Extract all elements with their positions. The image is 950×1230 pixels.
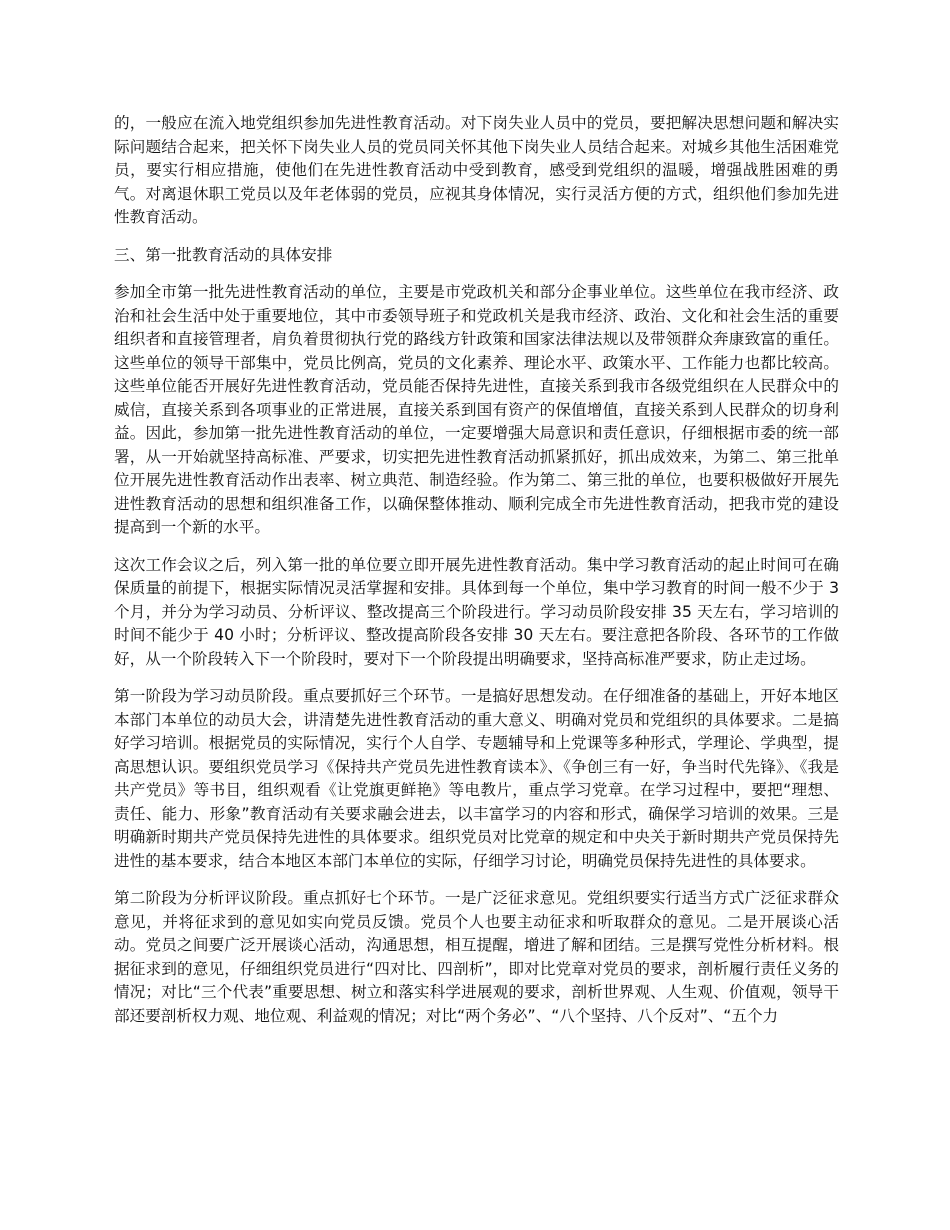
paragraph-first-batch-units: 参加全市第一批先进性教育活动的单位，主要是市党政机关和部分企事业单位。这些单位在我市经济、政治和社会生活中处于重要地位，其中市委领导班子和党政机关是我市经济、政治、文化和社会生活的重要组织者和直接管理者，肩负着贯彻执行党的路线方针政策和国家法律法规以及带领群众奔康致富的重任。这些单位的领导干部集中，党员比例高，党员的文化素养、理论水平、政策水平、工作能力也都比较高。这些单位能否开展好先进性教育活动，党员能否保持先进性，直接关系到我市各级党组织在人民群众中的威信，直接关系到各项事业的正常进展，直接关系到国有资产的保值增值，直接关系到人民群众的切身利益。因此，参加第一批先进性教育活动的单位，一定要增强大局意识和责任意识，仔细根据市委的统一部署，从一开始就坚持高标准、严要求，切实把先进性教育活动抓紧抓好，抓出成效来，为第二、第三批单位开展先进性教育活动作出表率、树立典范、制造经验。作为第二、第三批的单位，也要积极做好开展先进性教育活动的思想和组织准备工作，以确保整体推动、顺利完成全市先进性教育活动，把我市党的建设提高到一个新的水平。: [114, 283, 839, 536]
document-body: [114, 112, 839, 1042]
paragraph-stage-two: 第二阶段为分析评议阶段。重点抓好七个环节。一是广泛征求意见。党组织要实行适当方式广泛征求群众意见，并将征求到的意见如实向党员反馈。党员个人也要主动征求和听取群众的意见。二是开展谈心活动。党员之间要广泛开展谈心活动，沟通思想，相互提醒，增进了解和团结。三是撰写党性分析材料。根据征求到的意见，仔细组织党员进行“四对比、四剖析”，即对比党章对党员的要求，剖析履行责任义务的情况；对比“三个代表”重要思想、树立和落实科学进展观的要求，剖析世界观、人生观、价值观，领导干部还要剖析权力观、地位观、利益观的情况；对比“两个务必”、“八个坚持、八个反对”、“五个力: [114, 889, 839, 1025]
section-heading: 三、第一批教育活动的具体安排: [114, 245, 333, 264]
paragraph-stage-one: 第一阶段为学习动员阶段。重点要抓好三个环节。一是搞好思想发动。在仔细准备的基础上，开好本地区本部门本单位的动员大会，讲清楚先进性教育活动的重大意义、明确对党员和党组织的具体要求。二是搞好学习培训。根据党员的实际情况，实行个人自学、专题辅导和上党课等多种形式，学理论、学典型，提高思想认识。要组织党员学习《保持共产党员先进性教育读本》、《争创三有一好，争当时代先锋》、《我是共产党员》等书目，组织观看《让党旗更鲜艳》等电教片，重点学习党章。在学习过程中，要把“理想、责任、能力、形象”教育活动有关要求融会进去，以丰富学习的内容和形式，确保学习培训的效果。三是明确新时期共产党员保持先进性的具体要求。组织党员对比党章的规定和中央关于新时期共产党员保持先进性的基本要求，结合本地区本部门本单位的实际，仔细学习讨论，明确党员保持先进性的具体要求。: [114, 687, 839, 870]
paragraph-schedule: 这次工作会议之后，列入第一批的单位要立即开展先进性教育活动。集中学习教育活动的起止时间可在确保质量的前提下，根据实际情况灵活掌握和安排。具体到每一个单位，集中学习教育的时间一般不少于 3 个月，并分为学习动员、分析评议、整改提高三个阶段进行。学习动员阶段安排 35 天左右，学习培训的时间不能少于 40 小时；分析评议、整改提高阶段各安排 30 天左右。要注意把各阶段、各环节的工作做好，从一个阶段转入下一个阶段时，要对下一个阶段提出明确要求，坚持高标准严要求，防止走过场。: [114, 555, 839, 668]
paragraph-intro: 的，一般应在流入地党组织参加先进性教育活动。对下岗失业人员中的党员，要把解决思想问题和解决实际问题结合起来，把关怀下岗失业人员的党员同关怀其他下岗失业人员结合起来。对城乡其他生活困难党员，要实行相应措施，使他们在先进性教育活动中受到教育，感受到党组织的温暖，增强战胜困难的勇气。对离退休职工党员以及年老体弱的党员，应视其身体情况，实行灵活方便的方式，组织他们参加先进性教育活动。: [114, 114, 839, 226]
